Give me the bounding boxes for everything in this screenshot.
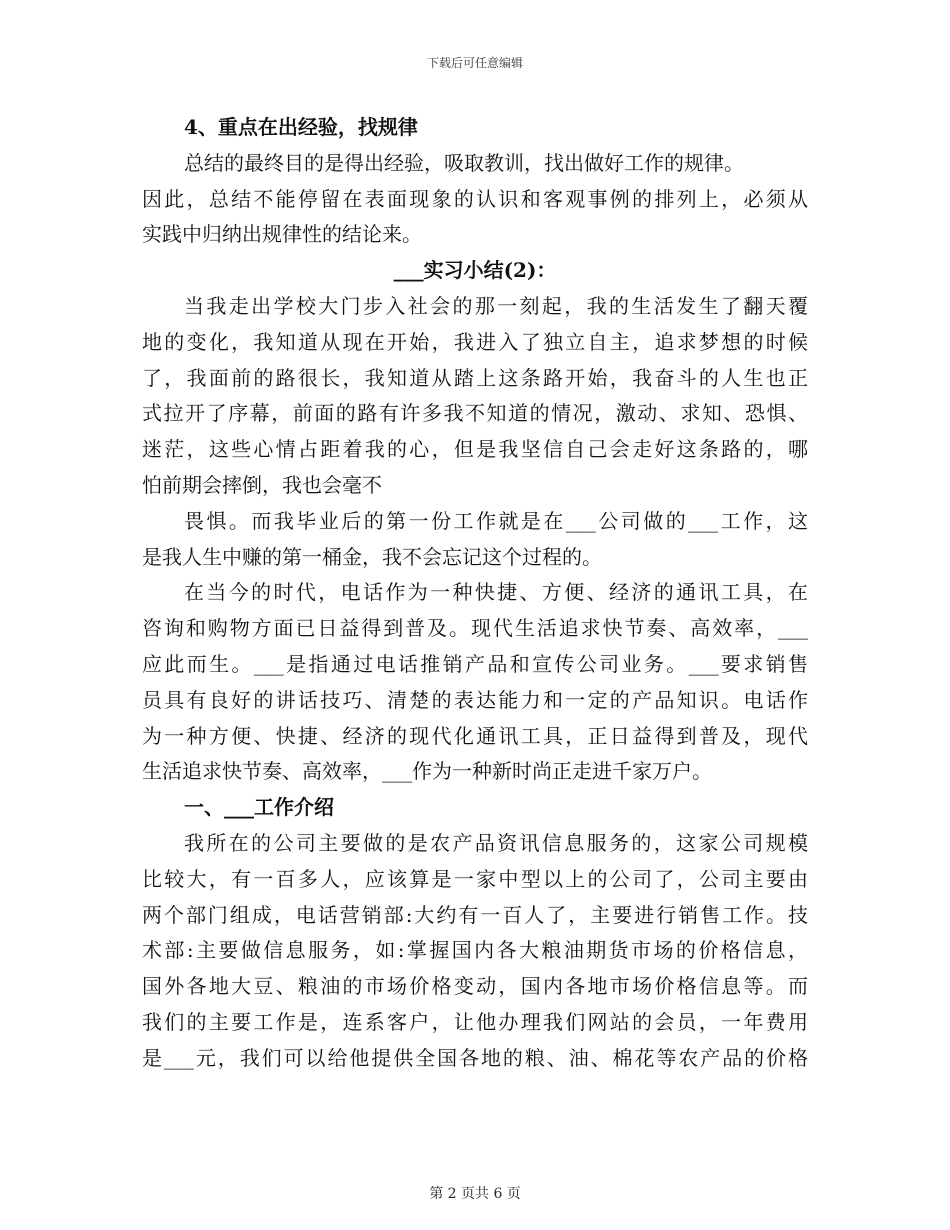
text-line: 员具有良好的讲话技巧、清楚的表达能力和一定的产品知识。电话作 [142, 687, 808, 712]
text-line: 了，我面前的路很长，我知道从踏上这条路开始，我奋斗的人生也正 [142, 365, 808, 390]
text-line: 是我人生中赚的第一桶金，我不会忘记这个过程的。 [142, 544, 602, 569]
text-line: 两个部门组成，电话营销部:大约有一百人了，主要进行销售工作。技 [142, 902, 808, 927]
text-line: 畏惧。而我毕业后的第一份工作就是在___公司做的___工作，这 [184, 508, 808, 533]
text-line: 比较大，有一百多人，应该算是一家中型以上的公司了，公司主要由 [142, 866, 808, 891]
text-line: 在当今的时代，电话作为一种快捷、方便、经济的通讯工具，在 [184, 580, 808, 605]
section-heading: 一、___工作介绍 [184, 795, 334, 820]
text-line: 实践中归纳出规律性的结论来。 [142, 222, 422, 247]
text-line: 当我走出学校大门步入社会的那一刻起，我的生活发生了翻天覆 [184, 293, 808, 318]
text-line: 式拉开了序幕，前面的路有许多我不知道的情况，激动、求知、恐惧、 [142, 401, 808, 426]
text-line: 迷茫，这些心情占距着我的心，但是我坚信自己会走好这条路的，哪 [142, 437, 808, 462]
text-line: 术部:主要做信息服务，如:掌握国内各大粮油期货市场的价格信息， [142, 938, 808, 963]
text-line: 我所在的公司主要做的是农产品资讯信息服务的，这家公司规模 [184, 830, 808, 855]
text-line: 为一种方便、快捷、经济的现代化通讯工具，正日益得到普及，现代 [142, 723, 808, 748]
document-body [142, 110, 808, 1077]
text-line: 总结的最终目的是得出经验，吸取教训，找出做好工作的规律。 [184, 150, 744, 175]
text-line: 我们的主要工作是，连系客户，让他办理我们网站的会员，一年费用 [142, 1009, 808, 1034]
page-header: 下载后可任意编辑 [426, 56, 523, 70]
text-line: 怕前期会摔倒，我也会毫不 [142, 472, 382, 497]
text-line: 是___元，我们可以给他提供全国各地的粮、油、棉花等农产品的价格 [142, 1045, 808, 1070]
text-line: 因此，总结不能停留在表面现象的认识和客观事例的排列上，必须从 [142, 186, 808, 211]
text-line: 地的变化，我知道从现在开始，我进入了独立自主，追求梦想的时候 [142, 329, 808, 354]
text-line: 国外各地大豆、粮油的市场价格变动，国内各地市场价格信息等。而 [142, 974, 808, 999]
section-heading: ___实习小结(2)： [393, 258, 557, 283]
text-line: 生活追求快节奏、高效率，___作为一种新时尚正走进千家万户。 [142, 759, 712, 784]
page-footer: 第 2 页共 6 页 [429, 1186, 521, 1202]
section-heading: 4、重点在出经验，找规律 [184, 115, 418, 139]
text-line: 咨询和购物方面已日益得到普及。现代生活追求快节奏、高效率，___ [142, 616, 808, 641]
text-line: 应此而生。___是指通过电话推销产品和宣传公司业务。___要求销售 [142, 651, 808, 676]
